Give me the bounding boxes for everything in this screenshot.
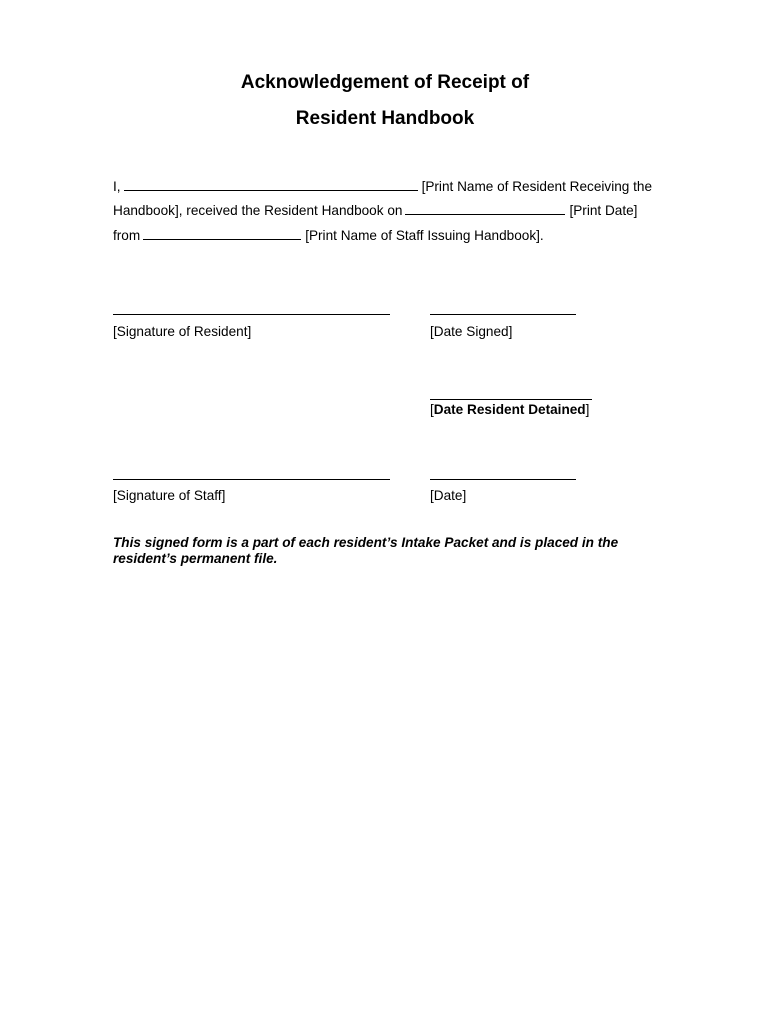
date-detained-line[interactable] (430, 399, 592, 400)
date-detained-bracket-open: [ (430, 402, 434, 417)
resident-name-blank[interactable] (124, 178, 418, 191)
statement-line-3-prefix: from (113, 228, 141, 243)
document-title-line-2: Resident Handbook (295, 108, 475, 129)
date-detained-bracket-close: ] (585, 402, 590, 417)
statement-line-3-suffix: [Print Name of Staff Issuing Handbook]. (305, 228, 544, 243)
statement-line-1-prefix: I, (113, 179, 121, 194)
date-label: [Date] (430, 488, 467, 503)
statement-line-2-prefix: Handbook], received the Resident Handbook on (113, 203, 403, 218)
date-signed-line[interactable] (430, 314, 576, 315)
document-title-line-1: Acknowledgement of Receipt of (240, 72, 530, 93)
date-line[interactable] (430, 479, 576, 480)
statement-line-1-suffix: [Print Name of Resident Receiving the (421, 179, 653, 194)
staff-signature-line[interactable] (113, 479, 390, 480)
statement-line-2 (113, 202, 637, 219)
date-signed-label: [Date Signed] (430, 324, 513, 339)
intake-packet-note: This signed form is a part of each resident’s Intake Packet and is placed in the resident’s permanent file. (113, 535, 619, 566)
statement-line-3 (113, 227, 544, 244)
statement-line-1 (113, 178, 652, 195)
date-detained-label-group (430, 402, 589, 418)
resident-signature-line[interactable] (113, 314, 390, 315)
print-date-blank[interactable] (405, 202, 565, 215)
staff-name-blank[interactable] (143, 227, 301, 240)
date-detained-label: Date Resident Detained (433, 402, 586, 417)
statement-line-2-suffix: [Print Date] (569, 203, 638, 218)
staff-signature-label: [Signature of Staff] (113, 488, 226, 503)
resident-signature-label: [Signature of Resident] (113, 324, 252, 339)
